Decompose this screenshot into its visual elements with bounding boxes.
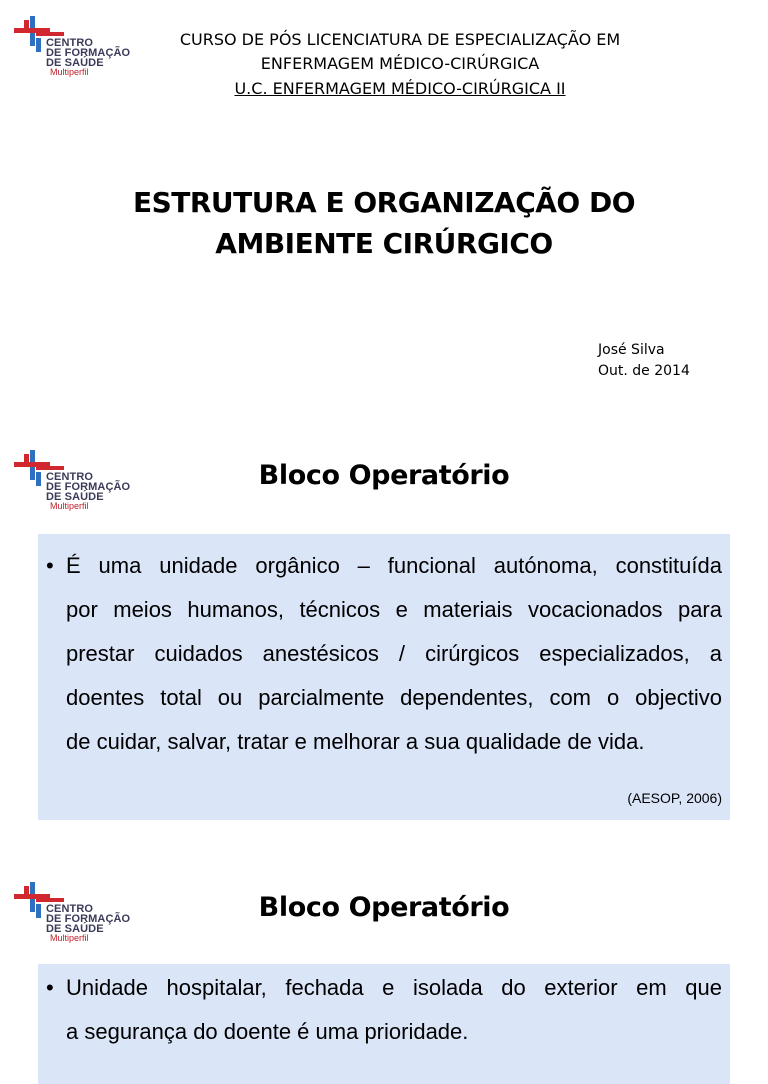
logo-line1: CENTRO: [46, 37, 94, 49]
definition-line: de cuidar, salvar, tratar e melhorar a sua qualidade de vida.: [66, 729, 645, 754]
logo-line2: DE FORMAÇÃO: [46, 913, 131, 925]
course-line2: ENFERMAGEM MÉDICO-CIRÚRGICA: [260, 54, 540, 73]
definition-line: É uma unidade orgânico – funcional autónoma, constituída: [66, 553, 722, 578]
bullet-dot-icon: •: [46, 975, 54, 1000]
citation: (AESOP, 2006): [627, 790, 722, 806]
definition-box: [38, 534, 730, 820]
author-name: José Silva: [598, 342, 665, 358]
title-slide: [0, 0, 768, 420]
definition-box: [38, 964, 730, 1084]
author-block: [598, 340, 690, 382]
definition-line: por meios humanos, técnicos e materiais vocacionados para: [66, 597, 722, 622]
logo-line3: DE SAÚDE: [46, 923, 104, 935]
logo-line1: CENTRO: [46, 471, 94, 483]
course-line3: U.C. ENFERMAGEM MÉDICO-CIRÚRGICA II: [234, 79, 566, 98]
slide-title: Bloco Operatório: [258, 460, 510, 491]
slide-bloco-operatorio-1: [0, 432, 768, 852]
course-line1: CURSO DE PÓS LICENCIATURA DE ESPECIALIZAÇÃO EM: [179, 30, 621, 49]
title-line1: ESTRUTURA E ORGANIZAÇÃO DO: [132, 186, 636, 219]
cfs-logo: [6, 444, 156, 524]
bullet-dot-icon: •: [46, 553, 54, 578]
definition-line: a segurança do doente é uma prioridade.: [66, 1019, 469, 1044]
logo-sub: Multiperfil: [50, 933, 89, 943]
logo-line3: DE SAÚDE: [46, 491, 104, 503]
definition-line: Unidade hospitalar, fechada e isolada do exterior em que: [66, 975, 722, 1000]
definition-text: [66, 544, 722, 764]
logo-line2: DE FORMAÇÃO: [46, 481, 131, 493]
slide-bloco-operatorio-2: [0, 864, 768, 1044]
definition-line: prestar cuidados anestésicos / cirúrgicos especializados, a: [66, 641, 722, 666]
logo-sub: Multiperfil: [50, 67, 89, 77]
definition-text: [66, 966, 722, 1054]
logo-line2: DE FORMAÇÃO: [46, 47, 131, 59]
cfs-logo: [6, 876, 156, 956]
logo-line3: DE SAÚDE: [46, 57, 104, 69]
slide-title: Bloco Operatório: [258, 892, 510, 923]
logo-sub: Multiperfil: [50, 501, 89, 511]
presentation-title: [84, 182, 684, 264]
definition-line: doentes total ou parcialmente dependentes, com o objectivo: [66, 685, 722, 710]
presentation-date: Out. de 2014: [598, 363, 690, 379]
title-line2: AMBIENTE CIRÚRGICO: [215, 227, 553, 260]
logo-line1: CENTRO: [46, 903, 94, 915]
